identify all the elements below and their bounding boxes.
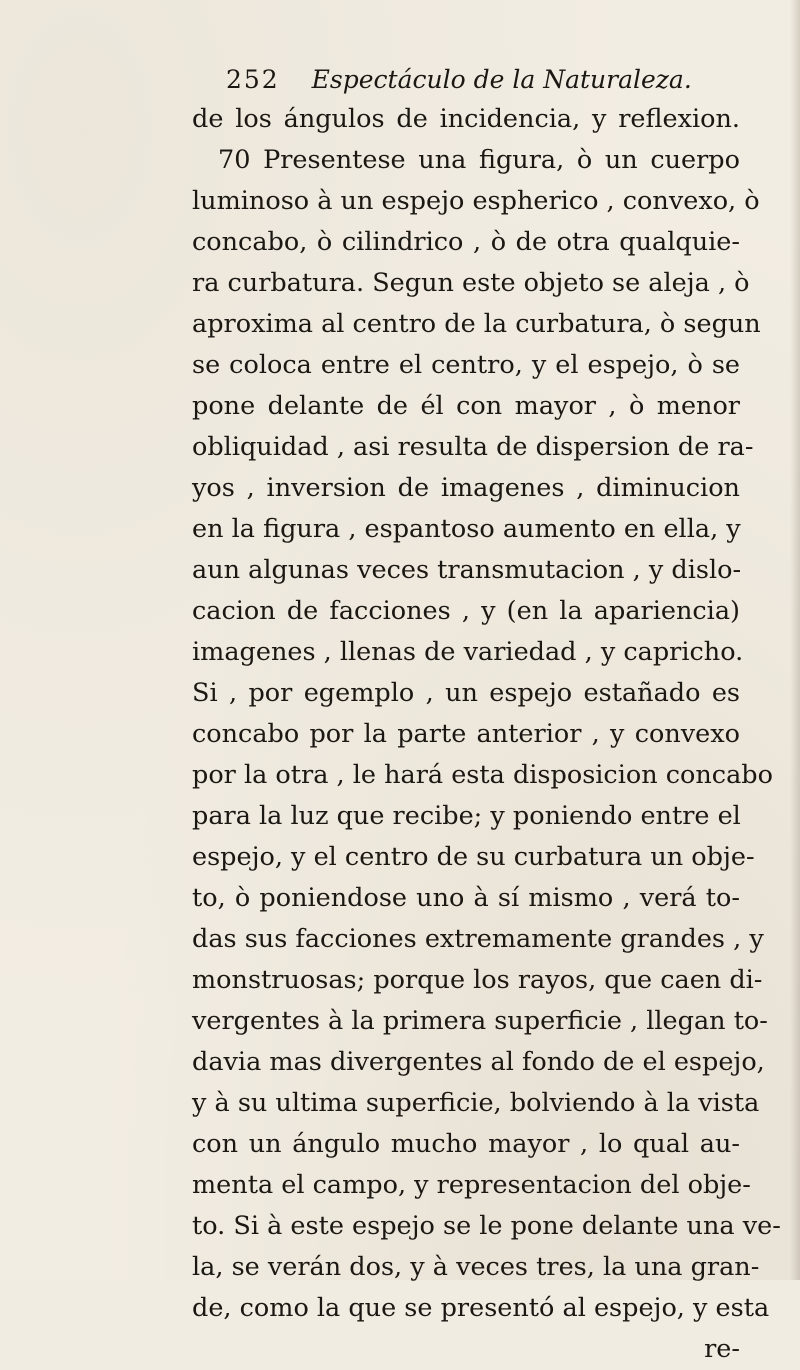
text-line: das sus facciones extremamente grandes , y — [192, 924, 764, 954]
catchword: re- — [704, 1334, 740, 1364]
text-line: por la otra , le hará esta disposicion concabo — [192, 760, 773, 790]
text-line: Si , por egemplo , un espejo estañado es — [192, 678, 740, 708]
text-line: espejo, y el centro de su curbatura un obje- — [192, 842, 755, 872]
running-title: Espectáculo de la Naturaleza. — [311, 65, 692, 94]
text-line: to, ò poniendose uno à sí mismo , verá to- — [192, 883, 740, 913]
body-text — [192, 99, 781, 1370]
text-line: concabo por la parte anterior , y convexo — [192, 719, 740, 749]
page-number: 252 — [226, 65, 280, 94]
text-line: pone delante de él con mayor , ò menor — [192, 391, 740, 421]
text-line: davia mas divergentes al fondo de el espejo, — [192, 1047, 765, 1077]
text-line: imagenes , llenas de variedad , y capricho. — [192, 637, 744, 667]
text-line: monstruosas; porque los rayos, que caen di- — [192, 965, 763, 995]
text-line: con un ángulo mucho mayor , lo qual au- — [192, 1129, 740, 1159]
text-line: luminoso à un espejo espherico , convexo, ò — [192, 186, 760, 216]
text-line: aun algunas veces transmutacion , y dislo- — [192, 555, 742, 585]
text-line: obliquidad , asi resulta de dispersion de ra- — [192, 432, 754, 462]
text-line: para la luz que recibe; y poniendo entre el — [192, 801, 741, 831]
text-line: yos , inversion de imagenes , diminucion — [192, 473, 740, 503]
text-line: vergentes à la primera superficie , llegan to- — [192, 1006, 768, 1036]
text-line: en la figura , espantoso aumento en ella, y — [192, 514, 741, 544]
text-line: de los ángulos de incidencia, y reflexion. — [192, 104, 740, 134]
text-line: la, se verán dos, y à veces tres, la una gran- — [192, 1252, 760, 1282]
page-header — [226, 60, 746, 100]
text-line: aproxima al centro de la curbatura, ò segun — [192, 309, 761, 339]
text-line: de, como la que se presentó al espejo, y esta — [192, 1293, 770, 1323]
text-line: se coloca entre el centro, y el espejo, ò se — [192, 350, 740, 380]
page-edge-shadow — [790, 0, 800, 1280]
text-line: 70 Presentese una figura, ò un cuerpo — [218, 145, 740, 175]
text-line: y à su ultima superficie, bolviendo à la vista — [192, 1088, 760, 1118]
text-line: ra curbatura. Segun este objeto se aleja , ò — [192, 268, 750, 298]
text-line: to. Si à este espejo se le pone delante una ve- — [192, 1211, 781, 1241]
text-line: cacion de facciones , y (en la apariencia) — [192, 596, 740, 626]
text-line: concabo, ò cilindrico , ò de otra qualquie- — [192, 227, 740, 257]
text-line: menta el campo, y representacion del obje- — [192, 1170, 751, 1200]
